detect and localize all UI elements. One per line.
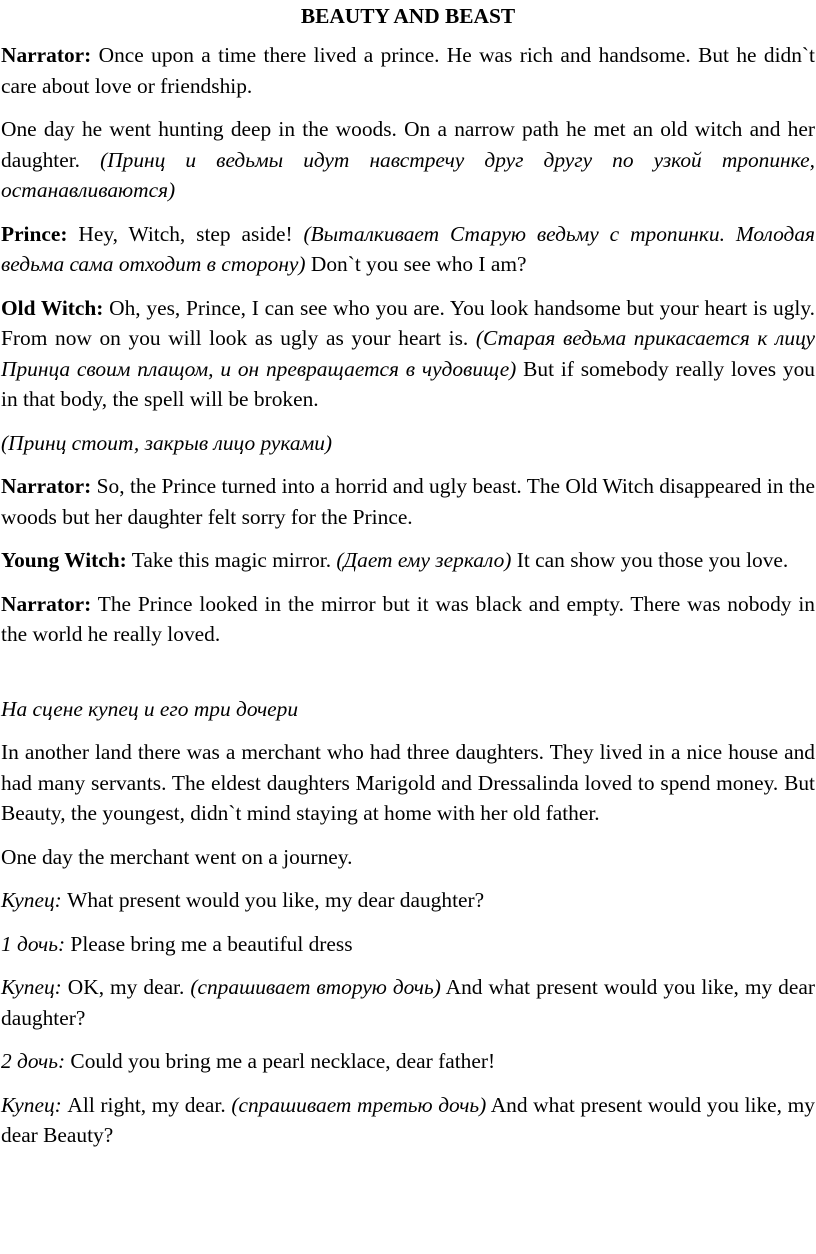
- paragraph-merchant-ask-3: [1, 1090, 815, 1151]
- paragraph-merchant-ask-1: [1, 885, 815, 916]
- dialogue-text: Oh, yes, Prince, I can see who you are. You look handsome but your heart is ugly. From now on you will look as ugly as your heart is.: [1, 295, 815, 350]
- stage-direction: (Принц и ведьмы идут навстречу друг другу по узкой тропинке, останавливаются): [1, 147, 815, 202]
- dialogue-text: Take this magic mirror.: [126, 548, 337, 572]
- scene-break: [1, 663, 815, 694]
- paragraph-narrator-intro: [1, 40, 815, 101]
- paragraph-journey: [1, 842, 815, 873]
- dialogue-text: What present would you like, my dear daughter?: [61, 888, 485, 912]
- speaker-label: Young Witch:: [1, 548, 127, 572]
- stage-direction: (Старая ведьма прикасается к лицу Принца своим плащом, и он превращается в чудовище): [1, 326, 815, 381]
- dialogue-text: Once upon a time there lived a prince. He was rich and handsome. But he didn`t care about love or friendship.: [1, 43, 815, 98]
- speaker-label: Narrator:: [1, 43, 92, 67]
- paragraph-young-witch: [1, 545, 815, 576]
- dialogue-text: All right, my dear.: [61, 1092, 232, 1117]
- paragraph-daughter-1: [1, 929, 815, 960]
- paragraph-old-witch: [1, 293, 815, 415]
- paragraph-merchant-intro: [1, 737, 815, 829]
- dialogue-text: It can show you those you love.: [511, 548, 789, 572]
- dialogue-text: Hey, Witch, step aside!: [67, 221, 304, 246]
- speaker-label: Купец:: [1, 888, 62, 912]
- paragraph-scene-merchant: [1, 694, 815, 725]
- paragraph-prince: [1, 219, 815, 280]
- speaker-label: 2 дочь:: [1, 1049, 66, 1073]
- dialogue-text: Please bring me a beautiful dress: [65, 931, 353, 956]
- dialogue-text: And what present would you like, my dear Beauty?: [1, 1092, 815, 1147]
- speaker-label: Prince:: [1, 221, 68, 246]
- paragraph-hunting: [1, 114, 815, 206]
- stage-direction: (спрашивает третью дочь): [231, 1092, 487, 1117]
- dialogue-text: Don`t you see who I am?: [305, 252, 527, 276]
- narrative-text: One day the merchant went on a journey.: [1, 844, 353, 869]
- paragraph-daughter-2: [1, 1046, 815, 1077]
- paragraph-merchant-ask-2: [1, 972, 815, 1033]
- narrative-text: One day he went hunting deep in the woods. On a narrow path he met an old witch and her daughter.: [1, 117, 815, 172]
- speaker-label: Купец:: [1, 1092, 62, 1117]
- stage-direction: На сцене купец и его три дочери: [1, 696, 299, 721]
- stage-direction: (Выталкивает Старую ведьму с тропинки. Молодая ведьма сама отходит в сторону): [1, 221, 815, 276]
- document-title: BEAUTY AND BEAST: [300, 4, 516, 28]
- speaker-label: 1 дочь:: [1, 931, 66, 956]
- paragraph-narrator-beast: [1, 471, 815, 532]
- speaker-label: Купец:: [1, 975, 62, 999]
- dialogue-text: But if somebody really loves you in that body, the spell will be broken.: [1, 356, 815, 411]
- stage-direction: (Дает ему зеркало): [336, 548, 512, 572]
- speaker-label: Narrator:: [1, 474, 92, 498]
- speaker-label: Narrator:: [1, 591, 92, 616]
- paragraph-stage-prince: [1, 428, 815, 459]
- dialogue-text: The Prince looked in the mirror but it was black and empty. There was nobody in the world he really loved.: [1, 591, 815, 646]
- dialogue-text: Could you bring me a pearl necklace, dear father!: [65, 1049, 496, 1073]
- dialogue-text: And what present would you like, my dear daughter?: [1, 975, 815, 1030]
- dialogue-text: So, the Prince turned into a horrid and ugly beast. The Old Witch disappeared in the woods but her daughter felt sorry for the Prince.: [1, 474, 815, 529]
- stage-direction: (Принц стоит, закрыв лицо руками): [1, 430, 333, 455]
- narrative-text: In another land there was a merchant who had three daughters. They lived in a nice house and had many servants. The eldest daughters Marigold and Dressalinda loved to spend money. But Beauty, the youngest, didn`t mind staying at home with her old father.: [1, 740, 815, 825]
- dialogue-text: OK, my dear.: [61, 975, 191, 999]
- paragraph-narrator-mirror: [1, 589, 815, 650]
- stage-direction: (спрашивает вторую дочь): [190, 975, 441, 999]
- speaker-label: Old Witch:: [1, 295, 104, 320]
